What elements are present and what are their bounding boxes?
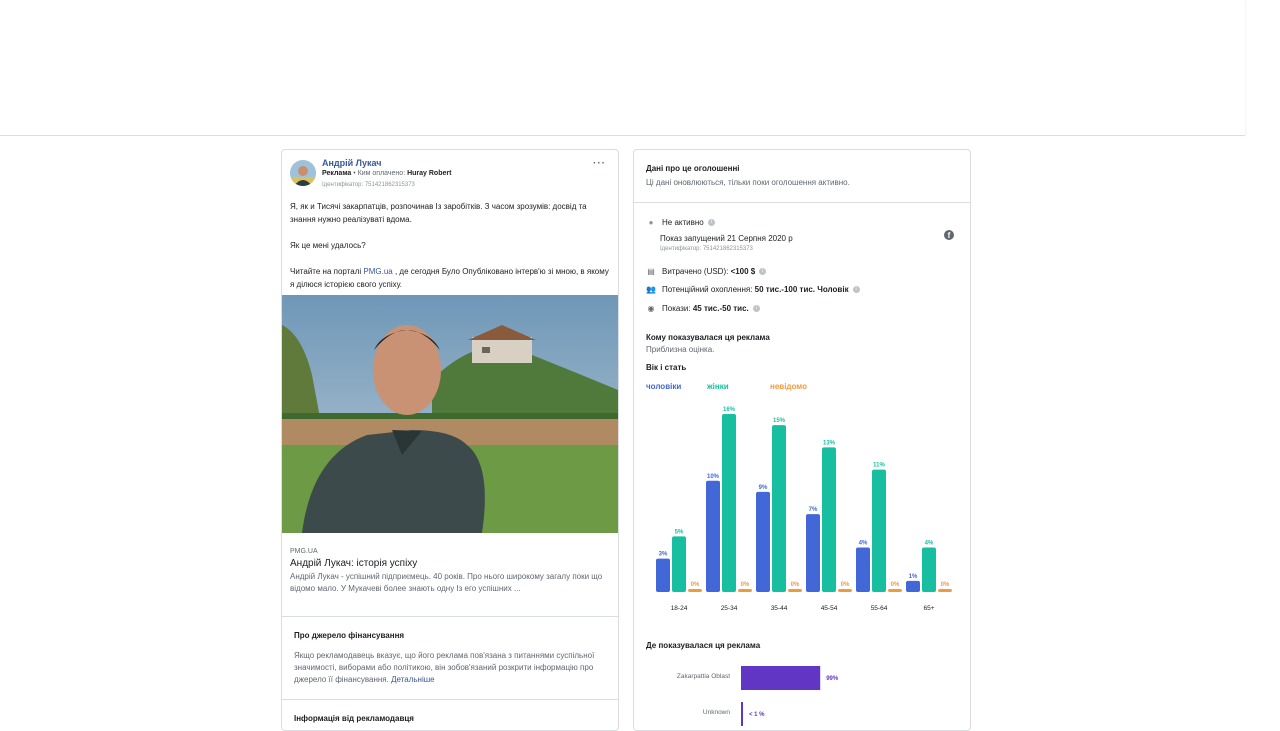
bar-data-label: 4%	[858, 540, 868, 547]
legend-men: чоловіки	[646, 382, 682, 391]
ad-text-paragraph-1: Я, як и Тисячі закарпатців, розпочинав Із заробітків. З часом зрозумів: досвід та знання нужно реалізуваті вдома.	[290, 202, 587, 224]
ad-photo-illustration	[282, 295, 618, 533]
start-date: Показ запущений 21 Серпня 2020 р	[660, 234, 793, 243]
bar-data-label: 0%	[940, 582, 950, 588]
info-identifier: Ідентифікатор: 751421862315373	[660, 246, 753, 252]
unknown-bar	[788, 589, 802, 592]
more-options-button[interactable]: ···	[593, 158, 606, 169]
bar-data-label: 0%	[690, 582, 700, 588]
region-bar	[741, 666, 820, 690]
funding-text	[294, 650, 604, 686]
x-tick-label: 55-64	[870, 605, 888, 612]
link-title[interactable]: Андрій Лукач: історія успіху	[290, 558, 418, 569]
women-bar	[722, 414, 736, 592]
ad-text-part: Читайте на порталі	[290, 267, 362, 276]
x-tick-label: 35-44	[770, 605, 788, 612]
paid-by-name: Huray Robert	[407, 170, 452, 177]
unknown-bar	[938, 589, 952, 592]
eye-icon: ◉	[647, 304, 655, 313]
bar-data-label: 0%	[790, 582, 800, 588]
info-icon[interactable]: i	[853, 286, 860, 293]
divider	[634, 202, 970, 203]
portal-link[interactable]: PMG.ua	[363, 267, 393, 276]
region-label: Zakarpattia Oblast	[676, 673, 730, 680]
divider	[282, 699, 618, 700]
divider	[282, 616, 618, 617]
avatar[interactable]	[290, 160, 316, 186]
info-icon[interactable]: i	[708, 219, 715, 226]
men-bar	[756, 492, 770, 592]
x-tick-label: 25-34	[720, 605, 738, 612]
bar-data-label: 1%	[908, 573, 918, 580]
link-description: Андрій Лукач - успішний підприємець. 40 років. Про нього широкому загалу поки що відомо мало. У Мукачеві более знають одну Із его успішних ...	[290, 572, 603, 593]
funding-title: Про джерело фінансування	[294, 631, 405, 640]
men-bar	[856, 548, 870, 593]
reach-row	[646, 285, 860, 294]
men-bar	[906, 581, 920, 592]
region-value-label: < 1 %	[749, 712, 765, 718]
ad-text-paragraph-3	[290, 265, 612, 291]
info-icon[interactable]: i	[759, 268, 766, 275]
bar-data-label: 0%	[840, 582, 850, 588]
ad-info-card	[633, 149, 971, 731]
bar-data-label: 13%	[822, 440, 836, 447]
bar-data-label: 0%	[740, 582, 750, 588]
receipt-icon: ▤	[647, 267, 655, 276]
audience-subtitle: Приблизна оцінка.	[646, 345, 715, 354]
x-tick-label: 45-54	[820, 605, 838, 612]
reach-label: Потенційний охоплення:	[662, 285, 755, 294]
women-bar	[672, 536, 686, 592]
ad-text-part: , де сегодня Було Опубліковано інтерв'ю зі мною, в якому я ділюся історією свого успіху.	[290, 267, 609, 289]
info-title: Дані про це оголошенні	[646, 164, 740, 173]
ad-identifier: Ідентифікатор: 751421862315373	[322, 182, 415, 188]
x-tick-label: 18-24	[670, 605, 688, 612]
audience-title: Кому показувалася ця реклама	[646, 333, 770, 342]
age-gender-chart	[634, 388, 970, 618]
unknown-bar	[738, 589, 752, 592]
bar-data-label: 11%	[873, 462, 885, 469]
bar-data-label: 16%	[722, 407, 736, 413]
bar-data-label: 3%	[658, 551, 668, 558]
men-bar	[656, 559, 670, 592]
bar-data-label: 9%	[758, 484, 768, 491]
page-background	[0, 136, 1245, 720]
facebook-icon: f	[944, 230, 954, 240]
impressions-label: Покази:	[662, 304, 693, 313]
advertiser-info-title[interactable]: Інформація від рекламодавця	[294, 714, 414, 723]
link-domain: PMG.UA	[290, 548, 318, 555]
legend-women: жінки	[707, 382, 729, 391]
bar-data-label: 0%	[890, 582, 900, 588]
ad-photo[interactable]	[282, 295, 618, 533]
info-subtitle: Ці дані оновлюються, тільки поки оголошення активно.	[646, 178, 850, 187]
learn-more-link[interactable]: Детальніше	[391, 675, 435, 684]
link-preview[interactable]	[290, 548, 610, 595]
age-gender-title: Вік і стать	[646, 363, 687, 372]
status-dot-icon: ●	[648, 218, 654, 227]
status-text: Не активно	[662, 218, 704, 227]
people-icon: 👥	[646, 285, 656, 294]
women-bar	[772, 425, 786, 592]
unknown-bar	[838, 589, 852, 592]
ad-preview-card	[281, 149, 619, 731]
bar-data-label: 15%	[772, 418, 786, 425]
women-bar	[872, 470, 886, 592]
bar-data-label: 7%	[808, 507, 818, 514]
spent-label: Витрачено (USD):	[662, 267, 731, 276]
region-bar	[741, 702, 743, 726]
avatar-image	[290, 160, 316, 186]
men-bar	[806, 514, 820, 592]
ad-meta: Реклама • Ким оплачено: Huray Robert	[322, 170, 452, 177]
advertiser-name[interactable]: Андрій Лукач	[322, 158, 382, 168]
top-bar	[0, 0, 1245, 136]
sponsored-label: Реклама	[322, 170, 352, 177]
impressions-value: 45 тис.-50 тис.	[692, 304, 749, 313]
spent-row	[646, 267, 766, 276]
region-label: Unknown	[702, 709, 730, 716]
unknown-bar	[888, 589, 902, 592]
women-bar	[822, 447, 836, 592]
men-bar	[706, 481, 720, 592]
ad-header	[290, 158, 610, 194]
bar-data-label: 4%	[924, 540, 934, 547]
bar-data-label: 5%	[674, 529, 684, 536]
bar-data-label: 10%	[706, 473, 720, 480]
legend-unknown: невідомо	[770, 382, 807, 391]
impressions-row	[646, 304, 760, 313]
spent-value: <100 $	[730, 267, 756, 276]
women-bar	[922, 548, 936, 593]
paid-by-label: Ким оплачено:	[357, 170, 406, 177]
ad-text-paragraph-2: Як це мені удалось?	[290, 241, 366, 250]
info-icon[interactable]: i	[753, 305, 760, 312]
unknown-bar	[688, 589, 702, 592]
ad-body-text	[290, 200, 612, 304]
region-chart	[634, 658, 970, 731]
funding-description: Якщо рекламодавець вказує, що його реклама пов'язана з питаннями суспільної значимості, виборами або політикою, він зобов'язаний розкрити інформацію про джерело її фінансування.	[294, 651, 595, 684]
region-title: Де показувалася ця реклама	[646, 641, 761, 650]
x-tick-label: 65+	[923, 605, 935, 612]
status-row	[646, 218, 715, 227]
reach-value: 50 тис.-100 тис. Чоловік	[754, 285, 849, 294]
region-value-label: 99%	[826, 676, 839, 682]
